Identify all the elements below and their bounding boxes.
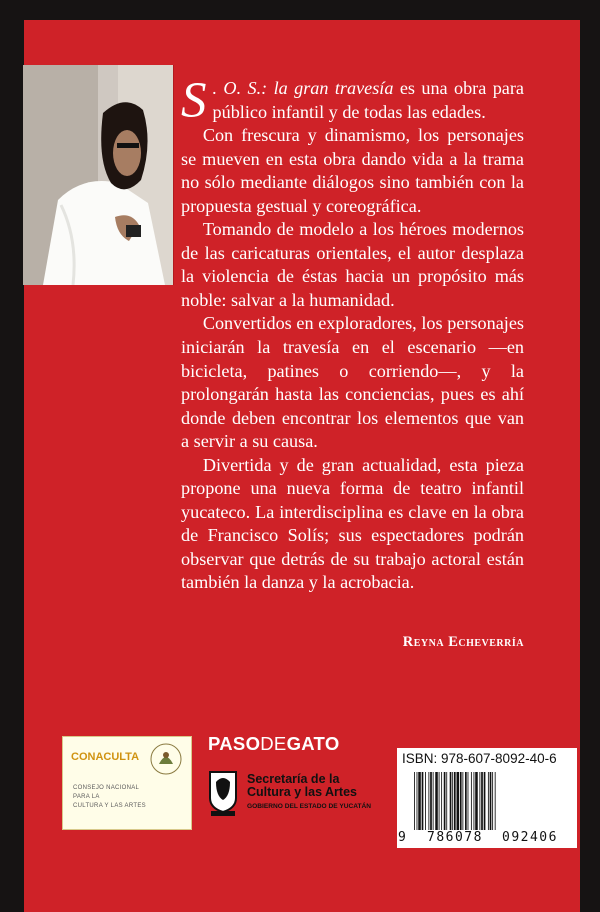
barcode-bar	[488, 772, 489, 830]
barcode-bar	[450, 772, 452, 830]
mexican-eagle-seal-icon	[149, 742, 183, 776]
barcode-bar	[446, 772, 447, 830]
barcode-bar	[457, 772, 460, 830]
drop-cap: S	[181, 73, 207, 129]
author-photo	[23, 65, 174, 285]
barcode-bar	[414, 772, 415, 830]
secretaria-logo	[208, 770, 393, 820]
blurb-paragraph-2: Con frescura y dinamismo, los personajes se mueven en esta obra dando vida a la trama no sólo mediante diálogos sino también con la propuesta gestual y coreográfica.	[181, 125, 524, 216]
barcode-bar	[418, 772, 421, 830]
blurb-paragraph-3: Tomando de modelo a los héroes modernos de las caricaturas orientales, el autor desplaza la violencia de éstas hacia un propósito más noble: salvar a la humanidad.	[181, 219, 524, 310]
conaculta-line-1: CONSEJO NACIONAL	[73, 785, 140, 791]
barcode-bar	[474, 772, 475, 830]
barcode-bar	[475, 772, 478, 830]
barcode-bar	[441, 772, 442, 830]
back-cover-blurb	[181, 73, 524, 595]
book-title: . O. S.: la gran travesía	[212, 78, 394, 98]
secretaria-line-2: Cultura y las Artes	[247, 785, 357, 799]
isbn-digit-prefix: 9	[398, 830, 406, 845]
barcode-bar	[471, 772, 472, 830]
conaculta-line-3: CULTURA Y LAS ARTES	[73, 803, 146, 809]
blurb-paragraph-1-text: es una obra para público infantil y de todas las edades.	[212, 78, 524, 122]
barcode-bar	[435, 772, 438, 830]
barcode-bar	[425, 772, 426, 830]
barcode-bar	[481, 772, 483, 830]
conaculta-logo	[62, 736, 192, 830]
barcode-bar	[462, 772, 463, 830]
barcode-bar	[468, 772, 469, 830]
barcode-bar	[444, 772, 446, 830]
conaculta-brand: CONACULTA	[71, 751, 140, 763]
isbn-digits-right: 092406	[502, 830, 558, 845]
publisher-logo: PASODEGATO	[208, 733, 340, 754]
conaculta-line-2: PARA LA	[73, 794, 100, 800]
secretaria-line-1: Secretaría de la	[247, 772, 340, 786]
yucatan-shield-icon	[208, 770, 238, 816]
barcode-bar	[428, 772, 429, 830]
barcode-bar	[430, 772, 432, 830]
barcode-bar	[452, 772, 453, 830]
barcode-bar	[417, 772, 418, 830]
isbn-label: ISBN: 978-607-8092-40-6	[402, 751, 557, 766]
barcode-bar	[484, 772, 486, 830]
barcode-bar	[439, 772, 440, 830]
blurb-paragraph-4: Convertidos en exploradores, los personajes iniciarán la travesía en el escenario —en bicicleta, patines o corriendo—, y la prolongarán hasta las conciencias, pues es ahí donde deben encontrar los elementos que van a servir a su causa.	[181, 313, 524, 452]
barcode-bar	[495, 772, 496, 830]
barcode-bars	[412, 772, 570, 830]
barcode-bar	[460, 772, 462, 830]
author-signature: Reyna Echeverría	[402, 634, 524, 650]
barcode-bar	[465, 772, 467, 830]
barcode-bar	[422, 772, 424, 830]
barcode-bar	[454, 772, 456, 830]
blurb-paragraph-1	[181, 73, 524, 129]
barcode-bar	[433, 772, 434, 830]
barcode-bar	[490, 772, 492, 830]
isbn-digits-left: 786078	[427, 830, 483, 845]
barcode-bar	[479, 772, 480, 830]
blurb-paragraph-5: Divertida y de gran actualidad, esta pieza propone una nueva forma de teatro infantil yucateco. La interdisciplina es clave en la obra de Francisco Solís; sus espectadores podrán observar que detrás de su trabajo actoral están también la danza y la acrobacia.	[181, 454, 524, 593]
barcode-bar	[492, 772, 493, 830]
secretaria-line-3: GOBIERNO DEL ESTADO DE YUCATÁN	[247, 803, 372, 810]
